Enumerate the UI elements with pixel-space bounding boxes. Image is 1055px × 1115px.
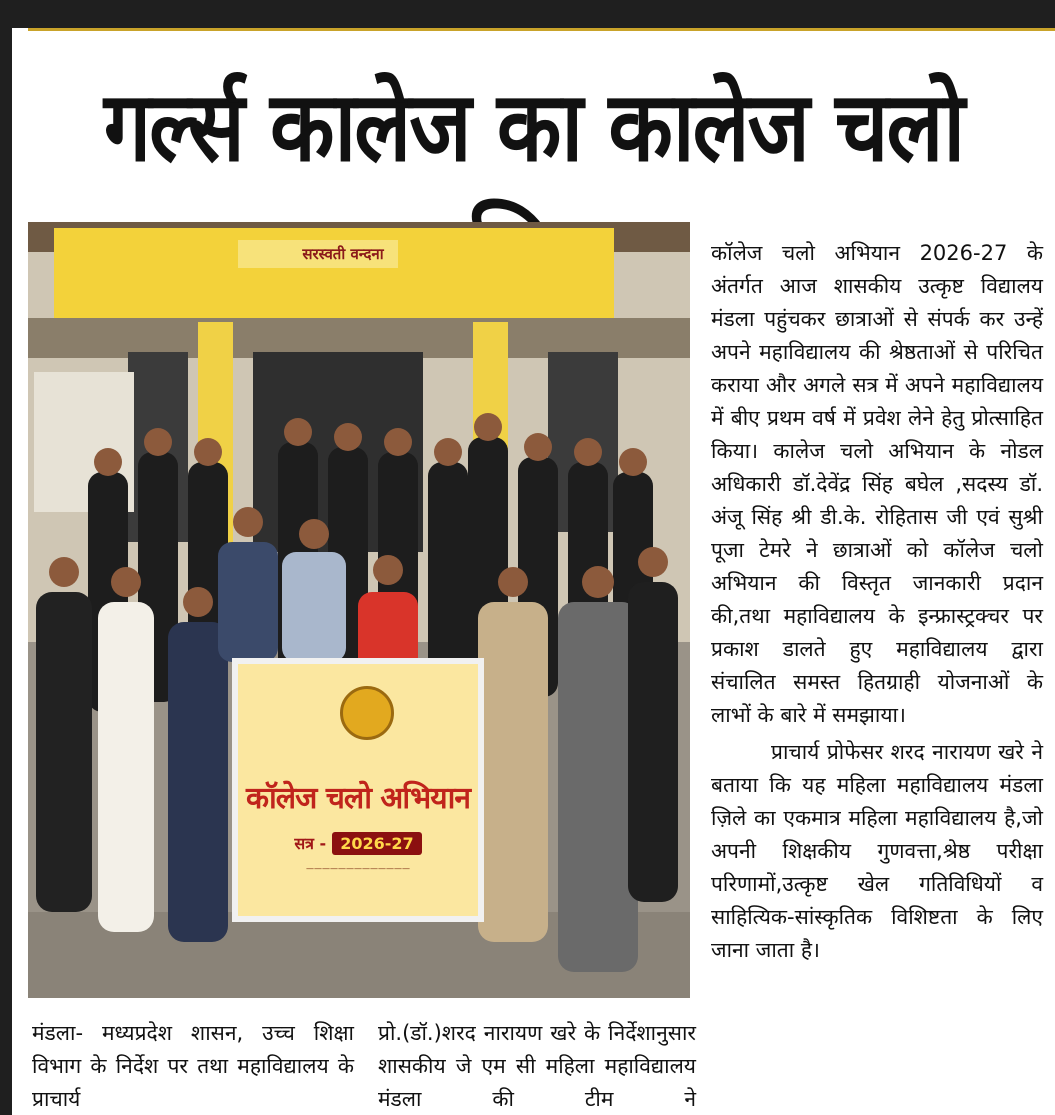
campaign-placard (232, 658, 484, 922)
college-emblem-icon (340, 686, 394, 740)
article-paragraph-1: कॉलेज चलो अभियान 2026-27 के अंतर्गत आज शासकीय उत्कृष्ट विद्यालय मंडला पहुंचकर छात्राओं से संपर्क कर उन्हें अपने महाविद्यालय की श्रेष्ठताओं से परिचित कराया और अगले सत्र में अपने महाविद्यालय में बीए प्रथम वर्ष में प्रवेश लेने हेतु प्रोत्साहित किया। कालेज चलो अभियान के नोडल अधिकारी डॉ.देवेंद्र सिंह बघेल ,सदस्य डॉ. अंजू सिंह श्री डी.के. रोहितास जी एवं सुश्री पूजा टेमरे ने छात्राओं को कॉलेज चलो अभियान की विस्तृत जानकारी प्रदान की,तथा महाविद्यालय के इन्फ्रास्ट्रक्चर पर प्रकाश डालते हुए महाविद्यालय द्वारा संचालित समस्त हितग्राही योजनाओं के लाभों के बारे में समझाया। (711, 241, 1043, 727)
top-rule (28, 28, 1055, 31)
placard-title: कॉलेज चलो अभियान (245, 781, 471, 816)
news-photo (28, 222, 690, 998)
article-right-column (711, 237, 1043, 967)
placard-session (238, 832, 478, 855)
banner-text: सरस्वती वन्दना (302, 245, 384, 263)
newspaper-page (12, 28, 1055, 1115)
placard-session-year: 2026-27 (332, 832, 421, 855)
placard-footer-line: ————————————— (306, 864, 410, 873)
headline: गर्ल्स कालेज का कालेज चलो (103, 70, 964, 184)
article-bottom-column-2: प्रो.(डॉ.)शरद नारायण खरे के निर्देशानुसार शासकीय जे एम सी महिला महाविद्यालय मंडला की टीम ने (378, 1021, 696, 1111)
article-paragraph-2: प्राचार्य प्रोफेसर शरद नारायण खरे ने बताया कि यह महिला महाविद्यालय मंडला ज़िले का एकमात्र महिला महाविद्यालय है,जो अपनी शिक्षकीय गुणवत्ता,श्रेष्ठ परीक्षा परिणामों,उत्कृष्ट खेल गतिविधियों व साहित्यिक-सांस्कृतिक विशिष्टता के लिए जाना जाता है। (711, 740, 1043, 962)
article-bottom-column-1: मंडला- मध्यप्रदेश शासन, उच्च शिक्षा विभाग के निर्देश पर तथा महाविद्यालय के प्राचार्य (32, 1021, 354, 1111)
placard-session-label: सत्र - (294, 834, 327, 853)
